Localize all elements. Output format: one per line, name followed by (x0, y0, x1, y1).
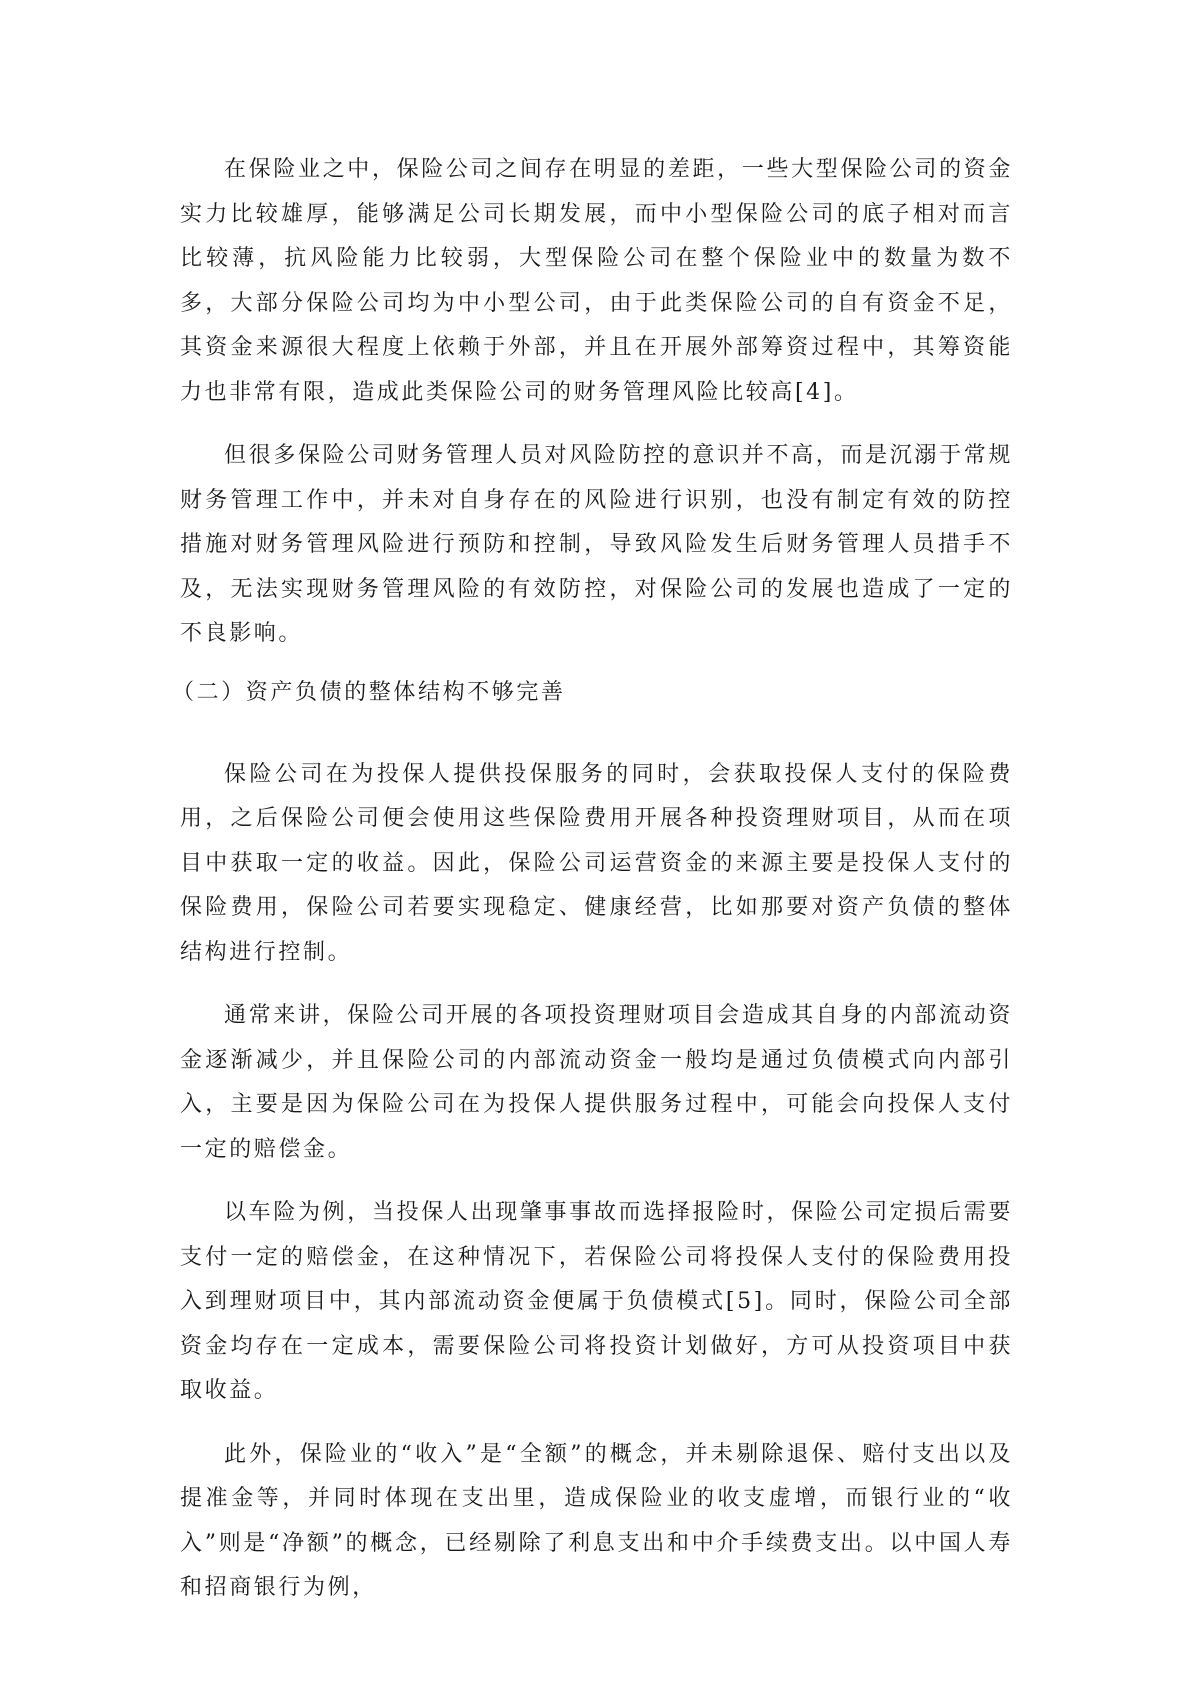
paragraph-capital-gap: 在保险业之中，保险公司之间存在明显的差距，一些大型保险公司的资金实力比较雄厚，能够满足公司长期发展，而中小型保险公司的底子相对而言比较薄，抗风险能力比较弱，大型保险公司在整个保险业中的数量为数不多，大部分保险公司均为中小型公司，由于此类保险公司的自有资金不足，其资金来源很大程度上依赖于外部，并且在开展外部筹资过程中，其筹资能力也非常有限，造成此类保险公司的财务管理风险比较高[4]。 (180, 157, 1013, 405)
paragraph-liquidity: 通常来讲，保险公司开展的各项投资理财项目会造成其自身的内部流动资金逐渐减少，并且保险公司的内部流动资金一般均是通过负债模式向内部引入，主要是因为保险公司在为投保人提供服务过程中，可能会向投保人支付一定的赔偿金。 (180, 1003, 1013, 1162)
paragraph-revenue-concept: 此外，保险业的“收入”是“全额”的概念，并未剔除退保、赔付支出以及提准金等，并同时体现在支出里，造成保险业的收支虚增，而银行业的“收入”则是“净额”的概念，已经剔除了利息支出和中介手续费支出。以中国人寿和招商银行为例， (180, 1441, 1013, 1600)
paragraph-premium-investment: 保险公司在为投保人提供投保服务的同时，会获取投保人支付的保险费用，之后保险公司便会使用这些保险费用开展各种投资理财项目，从而在项目中获取一定的收益。因此，保险公司运营资金的来源主要是投保人支付的保险费用，保险公司若要实现稳定、健康经营，比如那要对资产负债的整体结构进行控制。 (180, 761, 1013, 965)
section-heading: （二）资产负债的整体结构不够完善 (172, 679, 566, 705)
paragraph-risk-awareness: 但很多保险公司财务管理人员对风险防控的意识并不高，而是沉溺于常规财务管理工作中，并未对自身存在的风险进行识别，也没有制定有效的防控措施对财务管理风险进行预防和控制，导致风险发生后财务管理人员措手不及，无法实现财务管理风险的有效防控，对保险公司的发展也造成了一定的不良影响。 (180, 443, 1013, 646)
paragraph-auto-insurance-example: 以车险为例，当投保人出现肇事事故而选择报险时，保险公司定损后需要支付一定的赔偿金，在这种情况下，若保险公司将投保人支付的保险费用投入到理财项目中，其内部流动资金便属于负债模式[5]。同时，保险公司全部资金均存在一定成本，需要保险公司将投资计划做好，方可从投资项目中获取收益。 (180, 1200, 1013, 1403)
document-body (172, 148, 1013, 1611)
